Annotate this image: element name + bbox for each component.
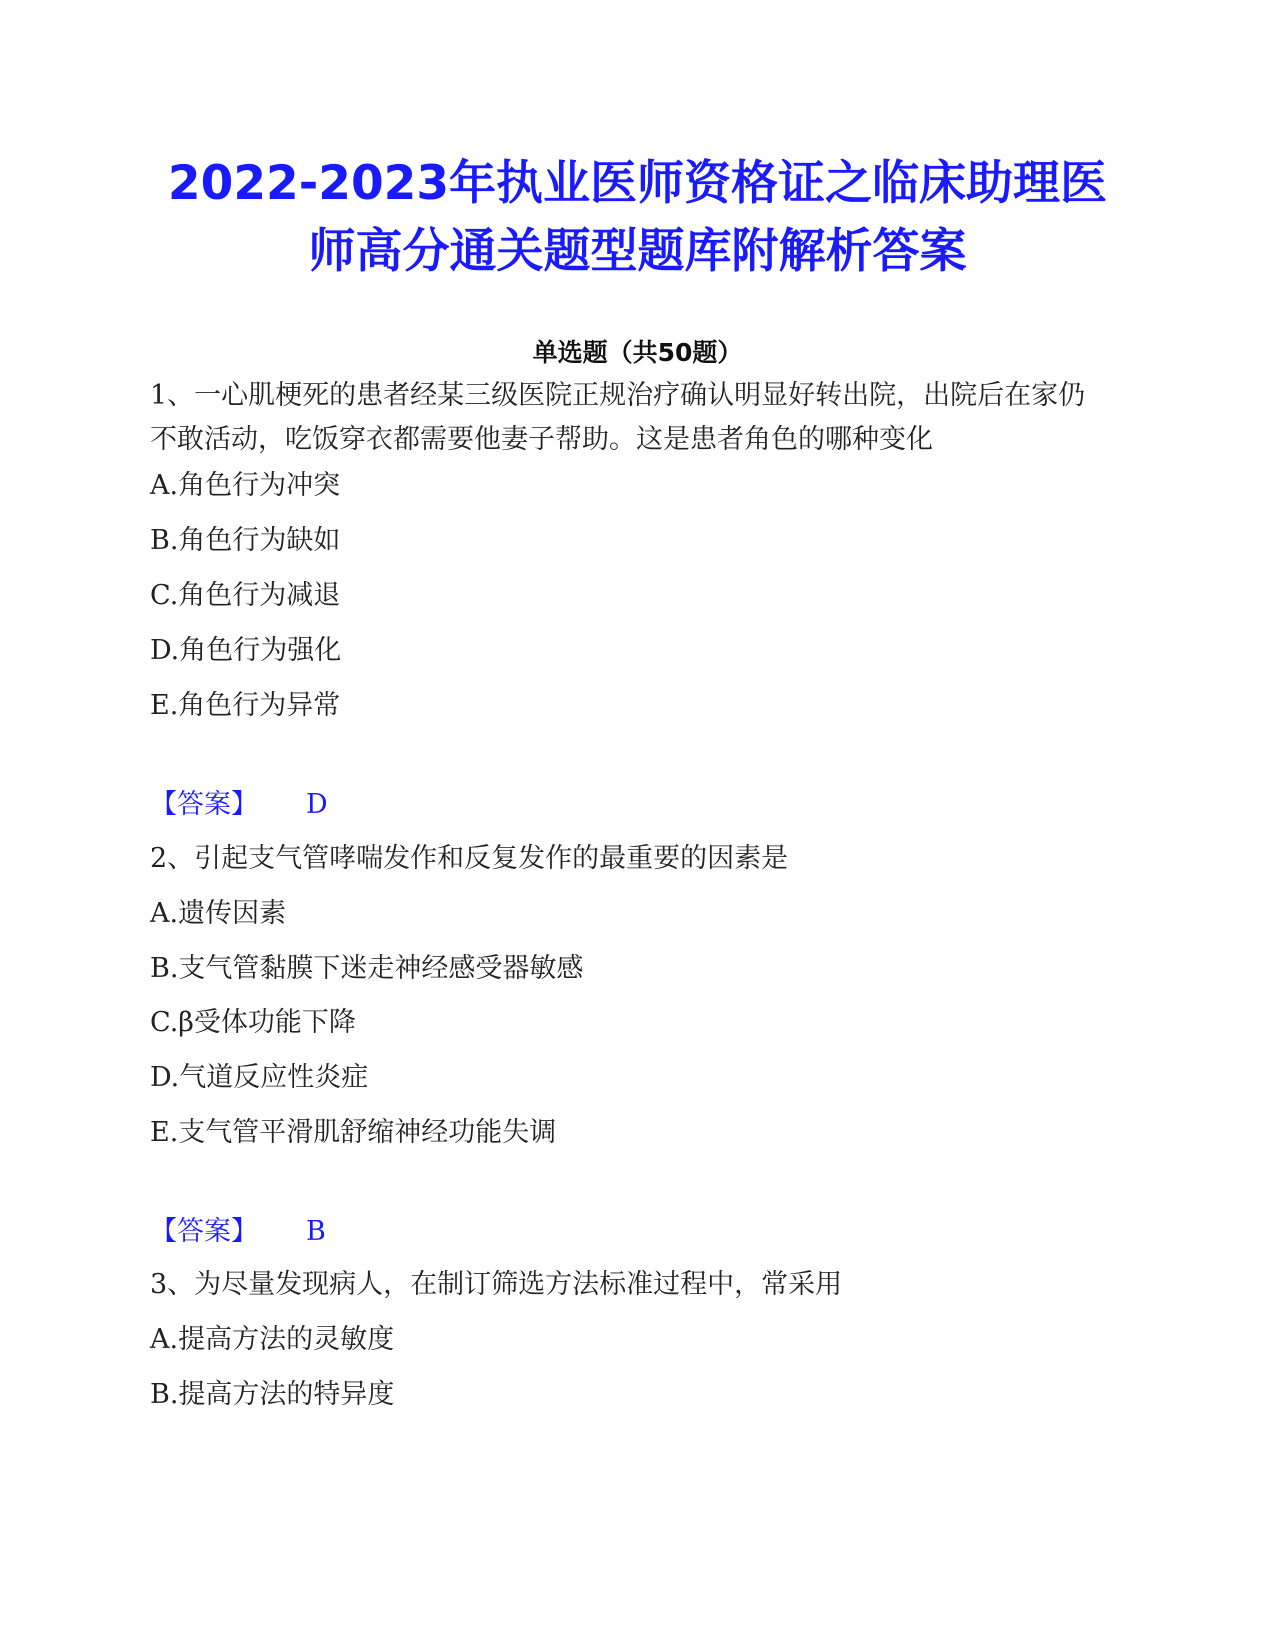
question-1-option-a: A.角色行为冲突: [150, 470, 341, 501]
title-line-2: 师高分通关题型题库附解析答案: [308, 224, 967, 279]
question-1-option-c: C.角色行为减退: [150, 580, 341, 611]
title-line-1: 2022-2023年执业医师资格证之临床助理医: [167, 156, 1108, 211]
question-1-answer: [150, 786, 328, 824]
answer-label: 【答案】: [150, 789, 258, 820]
question-3-option-b: B.提高方法的特异度: [150, 1379, 395, 1410]
question-3-option-a: A.提高方法的灵敏度: [150, 1324, 395, 1355]
answer-value: D: [306, 789, 328, 820]
section-heading: 单选题（共50题）: [532, 338, 743, 367]
question-1-option-d: D.角色行为强化: [150, 635, 342, 666]
question-2-option-e: E.支气管平滑肌舒缩神经功能失调: [150, 1117, 557, 1148]
question-1-stem: 1、一心肌梗死的患者经某三级医院正规治疗确认明显好转出院，出院后在家仍不敢活动，吃饭穿衣都需要他妻子帮助。这是患者角色的哪种变化: [150, 380, 1086, 455]
answer-value: B: [306, 1216, 326, 1247]
question-2-option-a: A.遗传因素: [150, 898, 287, 929]
answer-label: 【答案】: [150, 1216, 258, 1247]
question-1-option-b: B.角色行为缺如: [150, 525, 341, 556]
question-2-stem: 2、引起支气管哮喘发作和反复发作的最重要的因素是: [150, 843, 789, 874]
question-3-stem: 3、为尽量发现病人，在制订筛选方法标准过程中，常采用: [150, 1269, 843, 1300]
question-1-option-e: E.角色行为异常: [150, 690, 341, 721]
question-2-option-c: C.β受体功能下降: [150, 1007, 356, 1038]
question-2-option-d: D.气道反应性炎症: [150, 1062, 369, 1093]
document-title: [100, 150, 1175, 286]
question-2-option-b: B.支气管黏膜下迷走神经感受器敏感: [150, 953, 584, 984]
question-2-answer: [150, 1213, 326, 1251]
